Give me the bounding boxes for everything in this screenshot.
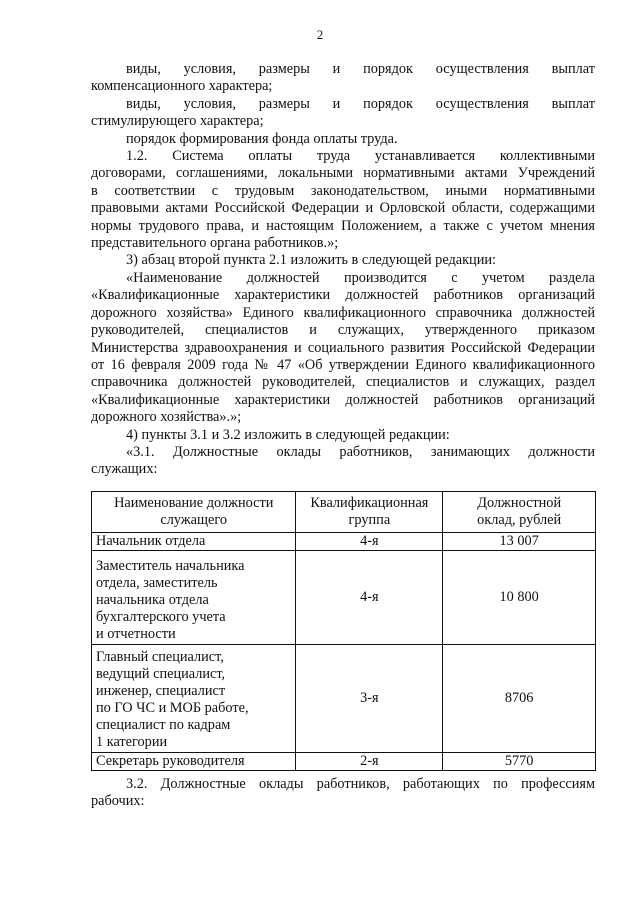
text-line: «Наименование должностей производится с учетом раздела: [126, 269, 595, 286]
cell-position: [92, 645, 296, 753]
text-line: нормы трудового права, и настоящим Положением, а также с учетом мнения: [91, 217, 595, 234]
header-line: служащего: [160, 512, 228, 528]
text-line: Министерства здравоохранения и социального развития Российской Федерации: [91, 339, 595, 356]
text-line: виды, условия, размеры и порядок осуществления выплат: [126, 61, 595, 77]
header-position: [92, 492, 296, 533]
header-line: Квалификационная: [310, 495, 429, 511]
document-continuation: [91, 776, 595, 811]
cell-group: 4-я: [296, 533, 443, 551]
text-line: справочника должностей руководителей, специалистов и служащих, раздел: [91, 374, 595, 391]
text-line: 4) пункты 3.1 и 3.2 изложить в следующей редакции:: [126, 426, 450, 443]
cell-line: отдела, заместитель: [96, 575, 218, 591]
text-line: договорами, соглашениями, локальными нормативными актами Учреждений: [91, 165, 595, 182]
cell-salary: 5770: [443, 753, 596, 771]
text-line: 3) абзац второй пункта 2.1 изложить в следующей редакции:: [126, 252, 496, 269]
header-salary: [443, 492, 596, 533]
text-line: дорожного хозяйства» Единого квалификационного справочника должностей: [91, 304, 595, 321]
text-line: от 16 февраля 2009 года № 47 «Об утверждении Единого квалификационного: [91, 356, 595, 373]
text-line: представительного органа работников.»;: [91, 235, 339, 252]
cell-group: 3-я: [296, 645, 443, 753]
text-line: «Квалификационные характеристики должностей работников организаций: [91, 391, 595, 408]
table-row: [92, 533, 596, 551]
cell-position: [92, 551, 296, 645]
header-line: Должностной: [477, 495, 562, 511]
text-line: порядок формирования фонда оплаты труда.: [126, 130, 398, 147]
salary-table: [91, 491, 596, 771]
cell-position: [92, 533, 296, 551]
table-header-row: [92, 492, 596, 533]
cell-line: Секретарь руководителя: [96, 753, 245, 769]
text-line: служащих:: [91, 461, 158, 478]
table-row: [92, 645, 596, 753]
text-line: «3.1. Должностные оклады работников, занимающих должности: [126, 443, 595, 460]
cell-salary: 13 007: [443, 533, 596, 551]
cell-salary: 10 800: [443, 551, 596, 645]
document-body: [91, 61, 595, 479]
cell-group: 4-я: [296, 551, 443, 645]
text-line: виды, условия, размеры и порядок осуществления выплат: [126, 95, 595, 112]
text-line: в соответствии с трудовым законодательством, иными нормативными: [91, 182, 595, 199]
text-line: 3.2. Должностные оклады работников, работающих по профессиям: [126, 776, 595, 792]
header-line: группа: [348, 512, 391, 528]
text-line: руководителей, специалистов и служащих, утвержденного приказом: [91, 322, 595, 339]
text-line: 1.2. Система оплаты труда устанавливается коллективными: [126, 148, 595, 165]
cell-line: Начальник отдела: [96, 533, 206, 549]
text-line: рабочих:: [91, 793, 145, 810]
header-line: оклад, рублей: [477, 512, 562, 528]
cell-line: и отчетности: [96, 626, 176, 642]
text-line: компенсационного характера;: [91, 78, 273, 95]
text-line: стимулирующего характера;: [91, 113, 264, 130]
cell-salary: 8706: [443, 645, 596, 753]
text-line: правовыми актами Российской Федерации и Орловской области, содержащими: [91, 200, 595, 217]
page-number: 2: [316, 27, 324, 42]
cell-line: ведущий специалист,: [96, 666, 226, 682]
cell-line: Главный специалист,: [96, 649, 224, 665]
cell-line: начальника отдела: [96, 592, 209, 608]
cell-position: [92, 753, 296, 771]
cell-group: 2-я: [296, 753, 443, 771]
cell-line: бухгалтерского учета: [96, 609, 226, 625]
header-qualification-group: [296, 492, 443, 533]
text-line: «Квалификационные характеристики должностей работников организаций: [91, 287, 595, 304]
table-row: [92, 551, 596, 645]
cell-line: 1 категории: [96, 734, 168, 750]
text-line: дорожного хозяйства».»;: [91, 409, 242, 426]
cell-line: специалист по кадрам: [96, 717, 231, 733]
header-line: Наименование должности: [114, 495, 274, 511]
cell-line: по ГО ЧС и МОБ работе,: [96, 700, 249, 716]
cell-line: Заместитель начальника: [96, 558, 245, 574]
cell-line: инженер, специалист: [96, 683, 226, 699]
table-row: [92, 753, 596, 771]
